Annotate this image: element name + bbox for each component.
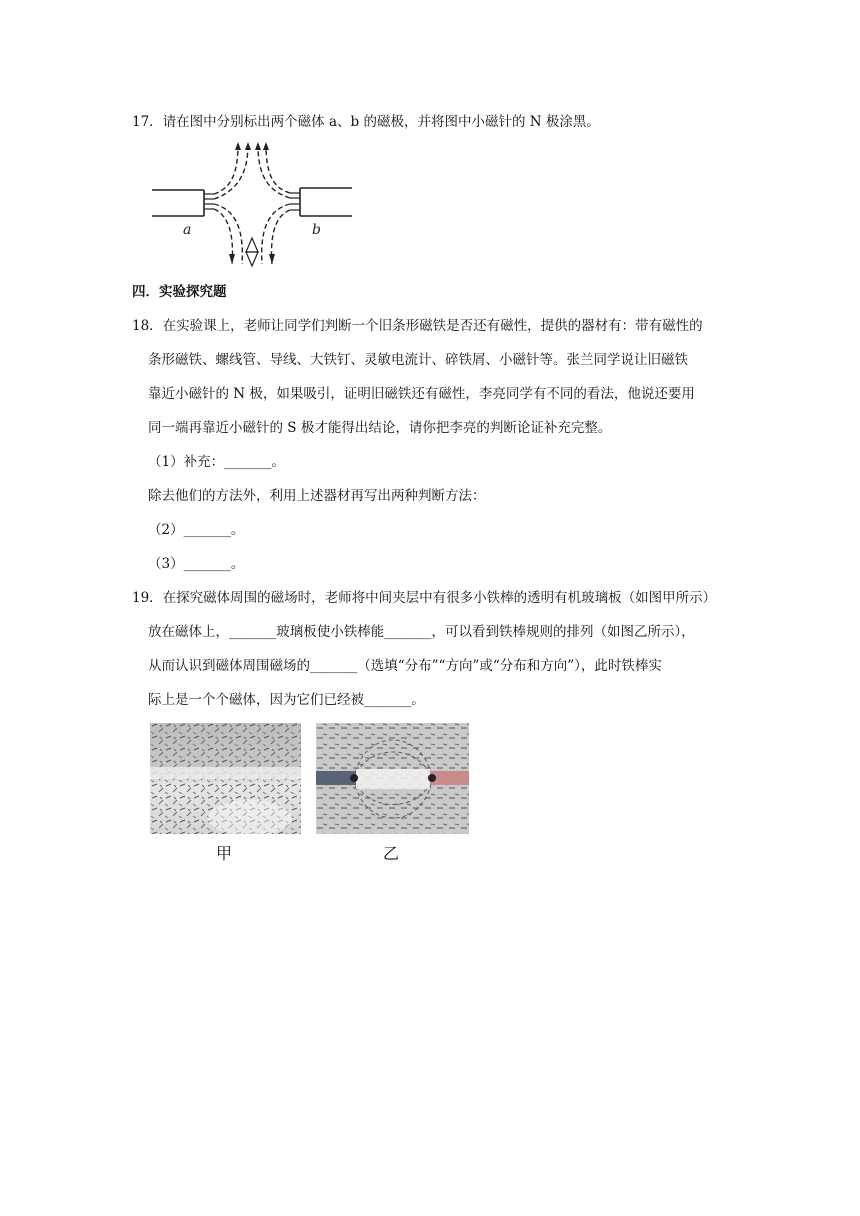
section-heading: 四．实验探究题	[132, 284, 227, 300]
q18-middle: 除去他们的方法外，利用上述器材再写出两种判断方法：	[148, 488, 486, 504]
photo-jia	[150, 723, 301, 834]
q18-line2: 条形磁铁、螺线管、导线、大铁钉、灵敏电流计、碎铁屑、小磁针等。张兰同学说让旧磁铁	[148, 352, 688, 368]
q19-line2: 放在磁体上，_______玻璃板使小铁棒能_______，可以看到铁棒规则的排列（如图乙所示），	[148, 624, 695, 640]
q18-line3: 靠近小磁针的 N 极，如果吸引，证明旧磁铁还有磁性，李亮同学有不同的看法，他说还要用	[148, 386, 695, 402]
q19-line3: 从而认识到磁体周围磁场的_______（选填“分布”“方向”或“分布和方向”），此时铁棒实	[148, 658, 662, 674]
magnet-b	[290, 188, 352, 216]
compass-needle-icon	[246, 238, 258, 266]
q19-line4: 际上是一个个磁体，因为它们已经被_______。	[148, 692, 425, 708]
q18-sub1: （1）补充：_______。	[148, 454, 285, 470]
q18-line4: 同一端再靠近小磁针的 S 极才能得出结论，请你把李亮的判断论证补充完整。	[148, 420, 612, 436]
q18-sub3: （3）_______。	[148, 556, 245, 572]
magnet-a	[152, 190, 214, 216]
caption-jia: 甲	[216, 844, 233, 863]
label-b: b	[312, 222, 321, 238]
q19-line1: 19．在探究磁体周围的磁场时，老师将中间夹层中有很多小铁棒的透明有机玻璃板（如图甲所示）	[132, 590, 717, 606]
q17-text: 17．请在图中分别标出两个磁体 a、b 的磁极，并将图中小磁针的 N 极涂黑。	[132, 114, 600, 130]
photo-yi	[316, 723, 469, 834]
caption-yi: 乙	[383, 844, 400, 863]
q18-line1: 18．在实验课上，老师让同学们判断一个旧条形磁铁是否还有磁性，提供的器材有：带有磁性的	[132, 318, 703, 334]
label-a: a	[183, 222, 192, 238]
q18-sub2: （2）_______。	[148, 522, 245, 538]
magnet-field-diagram	[150, 138, 360, 270]
